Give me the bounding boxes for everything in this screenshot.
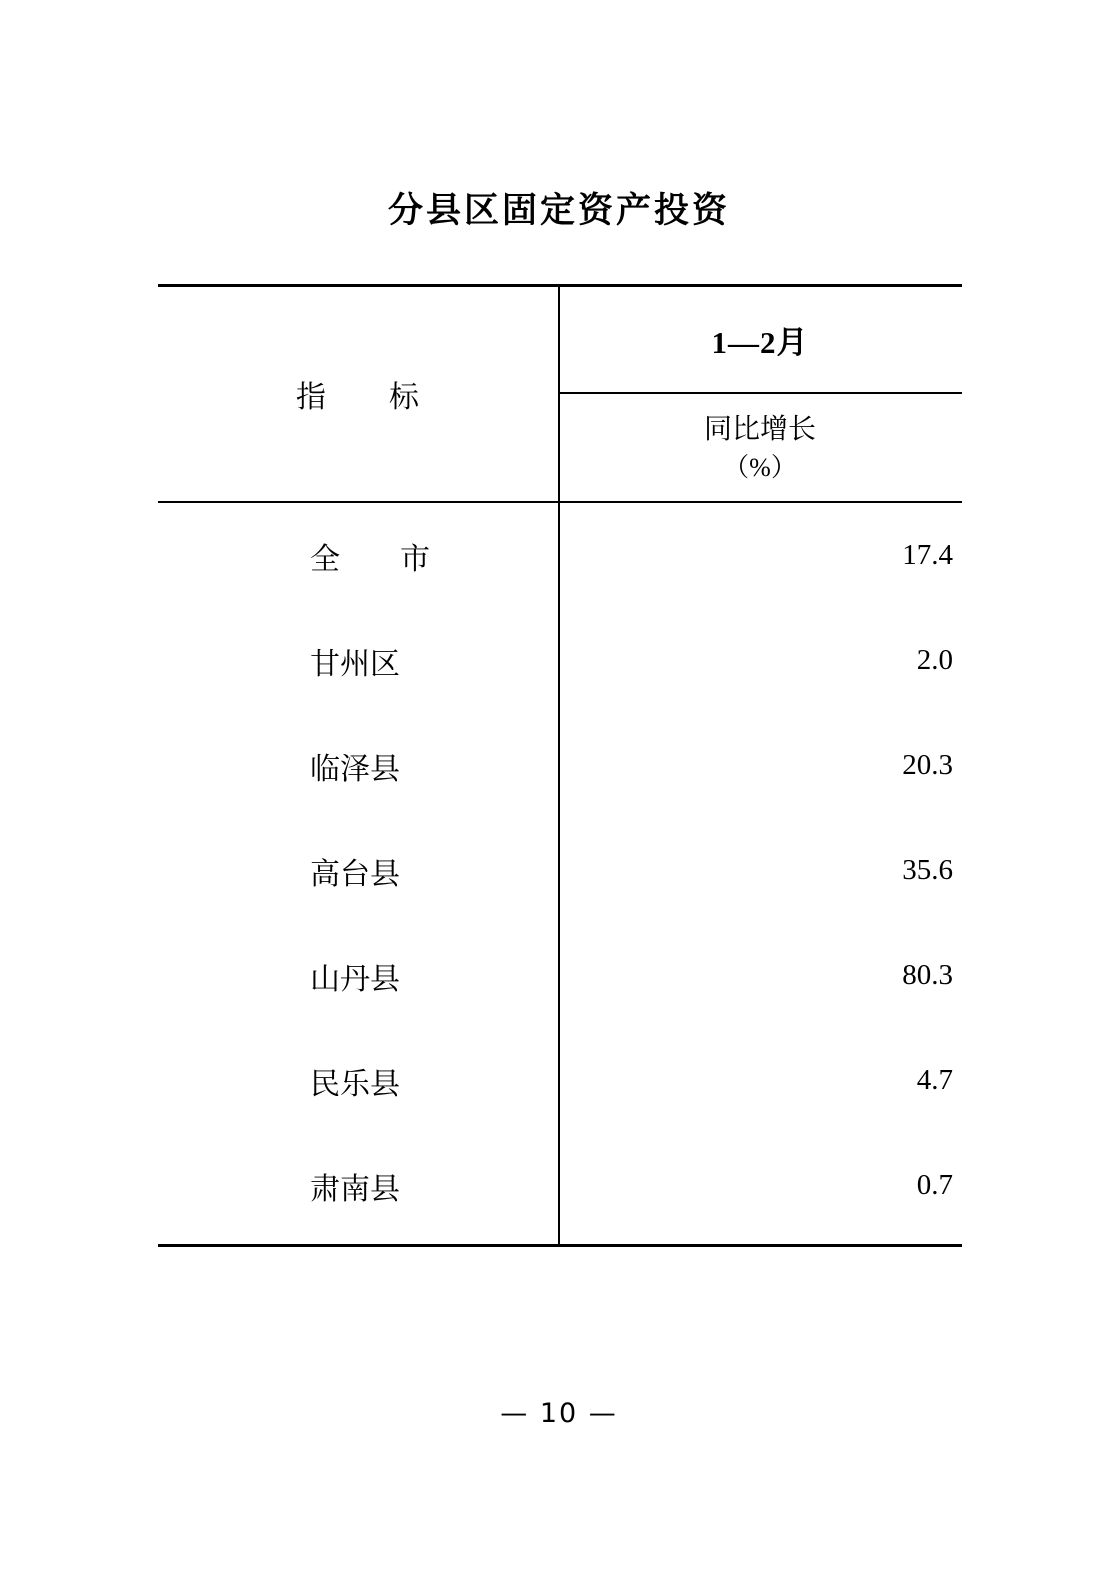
table-row [158, 1028, 962, 1133]
row-value: 17.4 [902, 539, 953, 571]
table-row [158, 713, 962, 818]
row-value: 0.7 [916, 1169, 953, 1201]
row-label: 肃南县 [310, 1172, 400, 1206]
table-row [158, 1133, 962, 1238]
row-value: 35.6 [902, 854, 953, 886]
row-label: 山丹县 [310, 962, 400, 996]
row-label: 甘州区 [310, 647, 400, 681]
table-row [158, 608, 962, 713]
table-row [158, 923, 962, 1028]
row-label: 高台县 [310, 857, 400, 891]
metric-unit-label: （%） [723, 452, 797, 482]
table-row [158, 818, 962, 923]
row-label: 临泽县 [310, 752, 400, 786]
page-title: 分县区固定资产投资 [387, 191, 730, 230]
row-value: 4.7 [916, 1064, 953, 1096]
table-body [158, 503, 962, 1244]
period-header-group [558, 287, 962, 501]
period-header-cell: 1—2月 [558, 287, 962, 394]
page-number: — 10 — [500, 1398, 618, 1429]
metric-label: 同比增长 [703, 413, 816, 445]
row-label: 民乐县 [310, 1067, 400, 1101]
row-value: 80.3 [902, 959, 953, 991]
table-row [158, 503, 962, 608]
metric-header-cell [558, 394, 962, 501]
column-divider-line [558, 287, 560, 1244]
table-header [158, 287, 962, 503]
row-value: 2.0 [916, 644, 953, 676]
row-label: 全 市 [310, 542, 430, 576]
row-value: 20.3 [902, 749, 953, 781]
indicator-header-cell: 指 标 [296, 381, 420, 414]
investment-table [158, 284, 962, 1247]
